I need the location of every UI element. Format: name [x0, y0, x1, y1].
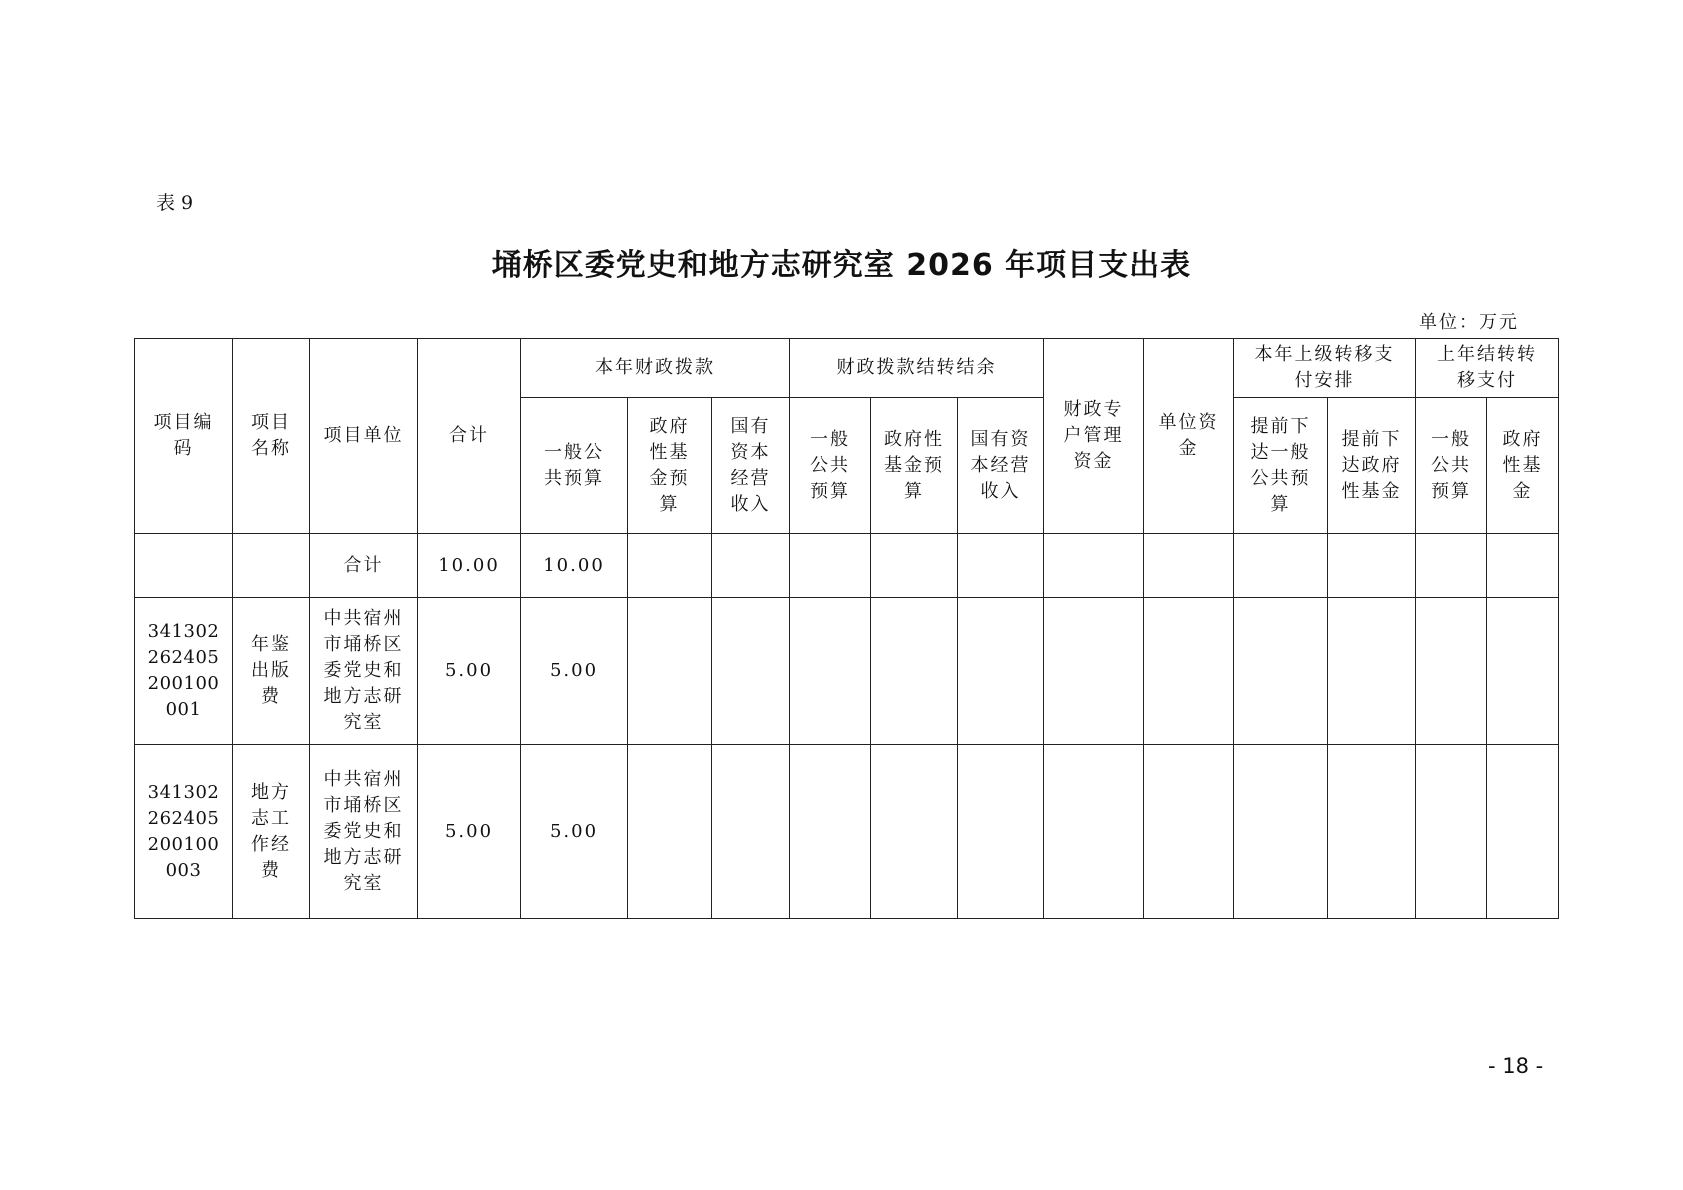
cell-code: 341302262405200100001 [135, 598, 233, 745]
header-carry-general-public-budget: 一般公共预算 [790, 398, 871, 534]
header-fiscal-special-account: 财政专户管理资金 [1044, 339, 1144, 534]
header-carry-state-capital-income: 国有资本经营收入 [958, 398, 1044, 534]
unit-label: 单位：万元 [1419, 312, 1519, 333]
cell-general-public-budget: 5.00 [521, 598, 628, 745]
header-prev-general-public: 一般公共预算 [1416, 398, 1487, 534]
cell-name: 年鉴出版费 [233, 598, 310, 745]
table-number: 表 9 [156, 192, 194, 214]
cell-total: 5.00 [418, 598, 521, 745]
table-row [135, 745, 1559, 919]
cell-code: 341302262405200100003 [135, 745, 233, 919]
header-carry-gov-fund-budget: 政府性基金预算 [871, 398, 958, 534]
table-row [135, 598, 1559, 745]
header-project-name: 项目名称 [233, 339, 310, 534]
header-general-public-budget: 一般公共预算 [521, 398, 628, 534]
header-advance-gov-fund: 提前下达政府性基金 [1328, 398, 1416, 534]
cell-unit: 合计 [310, 534, 418, 598]
header-fiscal-carryover: 财政拨款结转结余 [790, 339, 1044, 398]
cell-general-public-budget: 5.00 [521, 745, 628, 919]
header-project-code: 项目编码 [135, 339, 233, 534]
cell-name: 地方志工作经费 [233, 745, 310, 919]
header-prev-gov-fund: 政府性基金 [1487, 398, 1559, 534]
header-project-unit: 项目单位 [310, 339, 418, 534]
cell-code [135, 534, 233, 598]
header-state-capital-income: 国有资本经营收入 [712, 398, 790, 534]
header-gov-fund-budget: 政府性基金预算 [628, 398, 712, 534]
header-advance-general-public: 提前下达一般公共预算 [1234, 398, 1328, 534]
cell-total: 5.00 [418, 745, 521, 919]
table-row-total [135, 534, 1559, 598]
header-current-fiscal-appropriation: 本年财政拨款 [521, 339, 790, 398]
document-title: 埇桥区委党史和地方志研究室 2026 年项目支出表 [491, 248, 1192, 283]
cell-general-public-budget: 10.00 [521, 534, 628, 598]
header-unit-funds: 单位资金 [1144, 339, 1234, 534]
header-total: 合计 [418, 339, 521, 534]
cell-total: 10.00 [418, 534, 521, 598]
project-expenditure-table [134, 338, 1559, 919]
header-prev-year-transfer: 上年结转转移支付 [1416, 339, 1559, 398]
header-upper-level-transfer: 本年上级转移支付安排 [1234, 339, 1416, 398]
page-number: - 18 - [1488, 1054, 1544, 1078]
cell-name [233, 534, 310, 598]
cell-unit: 中共宿州市埇桥区委党史和地方志研究室 [310, 745, 418, 919]
cell-unit: 中共宿州市埇桥区委党史和地方志研究室 [310, 598, 418, 745]
